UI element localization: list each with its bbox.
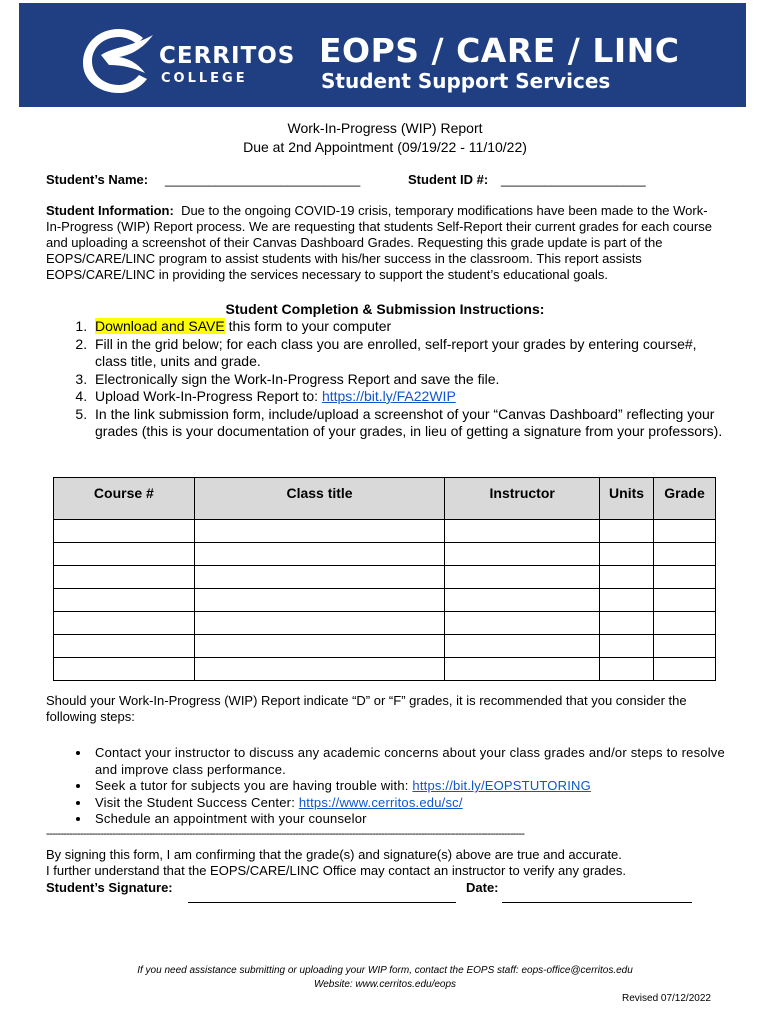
col-grade: Grade — [654, 478, 716, 520]
units-cell[interactable] — [600, 589, 654, 612]
college-word: COLLEGE — [161, 71, 248, 86]
class-title-cell[interactable] — [194, 520, 445, 543]
instructor-cell[interactable] — [445, 520, 600, 543]
signing-statement-1: By signing this form, I am confirming that the grade(s) and signature(s) above are true and accurate. — [46, 847, 622, 862]
class-title-cell[interactable] — [194, 612, 445, 635]
col-units: Units — [600, 478, 654, 520]
units-cell[interactable] — [600, 520, 654, 543]
footer-contact: If you need assistance submitting or uploading your WIP form, contact the EOPS staff: eops-office@cerritos.edu — [137, 965, 633, 976]
col-class-title: Class title — [194, 478, 445, 520]
tutor-text: Seek a tutor for subjects you are having trouble with: — [95, 778, 413, 793]
success-center-text: Visit the Student Success Center: — [95, 794, 299, 810]
grade-cell[interactable] — [654, 543, 716, 566]
grade-cell[interactable] — [654, 566, 716, 589]
instructions-heading: Student Completion & Submission Instructions: — [225, 301, 545, 317]
course-cell[interactable] — [54, 612, 195, 635]
due-date-line: Due at 2nd Appointment (09/19/22 - 11/10/22) — [243, 139, 527, 155]
class-title-cell[interactable] — [194, 566, 445, 589]
student-name-field[interactable]: ___________________________ — [165, 172, 361, 187]
instructor-cell[interactable] — [445, 635, 600, 658]
col-instructor: Instructor — [445, 478, 600, 520]
grade-cell[interactable] — [654, 658, 716, 681]
student-information-label: Student Information: — [46, 203, 174, 218]
grade-cell[interactable] — [654, 520, 716, 543]
dashed-separator: ----------------------------------------------------------------------------------------------------------------------------------------------------------------------- — [46, 828, 525, 840]
grade-cell[interactable] — [654, 589, 716, 612]
instructor-cell[interactable] — [445, 612, 600, 635]
class-title-cell[interactable] — [194, 635, 445, 658]
table-row — [54, 612, 716, 635]
document-title: Work-In-Progress (WIP) Report — [287, 120, 483, 136]
student-id-field[interactable]: ____________________ — [501, 172, 646, 187]
table-row — [54, 520, 716, 543]
table-row — [54, 543, 716, 566]
recommendation-item — [91, 778, 726, 795]
signature-label: Student’s Signature: — [46, 880, 173, 895]
course-cell[interactable] — [54, 635, 195, 658]
table-row — [54, 635, 716, 658]
course-cell[interactable] — [54, 658, 195, 681]
recommendation-list — [46, 745, 726, 828]
table-row — [54, 566, 716, 589]
program-subtitle: Student Support Services — [321, 69, 611, 93]
class-title-cell[interactable] — [194, 658, 445, 681]
col-course: Course # — [54, 478, 195, 520]
course-cell[interactable] — [54, 566, 195, 589]
units-cell[interactable] — [600, 635, 654, 658]
instructor-cell[interactable] — [445, 658, 600, 681]
college-logo-icon — [79, 25, 157, 95]
instruction-step-5: 5. In the link submission form, include/upload a screenshot of your “Canvas Dashboard” reflecting your grades (this is your documentation of your grades, in lieu of getting a signature from your professors). — [91, 406, 726, 441]
course-cell[interactable] — [54, 520, 195, 543]
student-information — [46, 203, 721, 283]
tutoring-link[interactable]: https://bit.ly/EOPSTUTORING — [412, 778, 591, 793]
course-cell[interactable] — [54, 589, 195, 612]
instructor-cell[interactable] — [445, 543, 600, 566]
instruction-step-3: 3. Electronically sign the Work-In-Progress Report and save the file. — [91, 371, 726, 389]
recommendation-item: • Schedule an appointment with your counselor — [91, 811, 726, 828]
header-banner — [19, 3, 746, 107]
instruction-step-2: 2. Fill in the grid below; for each class you are enrolled, self-report your grades by entering course#, class title, units and grade. — [91, 336, 726, 371]
signing-statement-2: I further understand that the EOPS/CARE/LINC Office may contact an instructor to verify any grades. — [46, 863, 626, 878]
grade-cell[interactable] — [654, 635, 716, 658]
course-cell[interactable] — [54, 543, 195, 566]
class-title-cell[interactable] — [194, 543, 445, 566]
date-field[interactable] — [502, 902, 692, 903]
class-title-cell[interactable] — [194, 589, 445, 612]
instructor-cell[interactable] — [445, 566, 600, 589]
grades-table — [53, 477, 716, 681]
table-header-row — [54, 478, 716, 520]
footer-website: Website: www.cerritos.edu/eops — [313, 979, 457, 990]
program-title: EOPS / CARE / LINC — [319, 31, 680, 70]
recommendation-item — [91, 795, 726, 812]
student-id-label: Student ID #: — [408, 172, 489, 187]
table-row — [54, 589, 716, 612]
table-row — [54, 658, 716, 681]
step4-text: Upload Work-In-Progress Report to: — [95, 388, 322, 404]
step1-highlight: Download and SAVE — [95, 318, 225, 334]
units-cell[interactable] — [600, 566, 654, 589]
student-name-label: Student’s Name: — [46, 172, 149, 187]
wip-upload-link[interactable]: https://bit.ly/FA22WIP — [321, 388, 456, 404]
instruction-step-1 — [91, 318, 726, 336]
recommendation-text: Should your Work-In-Progress (WIP) Report indicate “D” or “F” grades, it is recommended that you consider the following steps: — [46, 693, 687, 724]
revised-date: Revised 07/12/2022 — [622, 993, 711, 1004]
units-cell[interactable] — [600, 543, 654, 566]
recommendation-item: • Contact your instructor to discuss any academic concerns about your class grades and/or steps to resolve and improve class performance. — [91, 745, 726, 778]
units-cell[interactable] — [600, 658, 654, 681]
units-cell[interactable] — [600, 612, 654, 635]
student-information-text: Due to the ongoing COVID-19 crisis, temporary modifications have been made to the Work-In-Progress (WIP) Report process. We are requesting that students Self-Report their current grades for each course and uploading a screenshot of their Canvas Dashboard Grades. Requesting this grade update is part of the EOPS/CARE/LINC program to assist students with his/her success in the classroom. This report assists EOPS/CARE/LINC in providing the services necessary to support the student’s educational goals. — [46, 203, 712, 282]
grade-cell[interactable] — [654, 612, 716, 635]
instruction-step-4 — [91, 388, 726, 406]
college-name: CERRITOS — [159, 43, 296, 69]
step1-rest: this form to your computer — [224, 318, 392, 334]
success-center-link[interactable]: https://www.cerritos.edu/sc/ — [298, 794, 463, 810]
instructor-cell[interactable] — [445, 589, 600, 612]
instructions-list — [46, 318, 726, 441]
signature-field[interactable] — [188, 902, 456, 903]
date-label: Date: — [466, 880, 499, 895]
